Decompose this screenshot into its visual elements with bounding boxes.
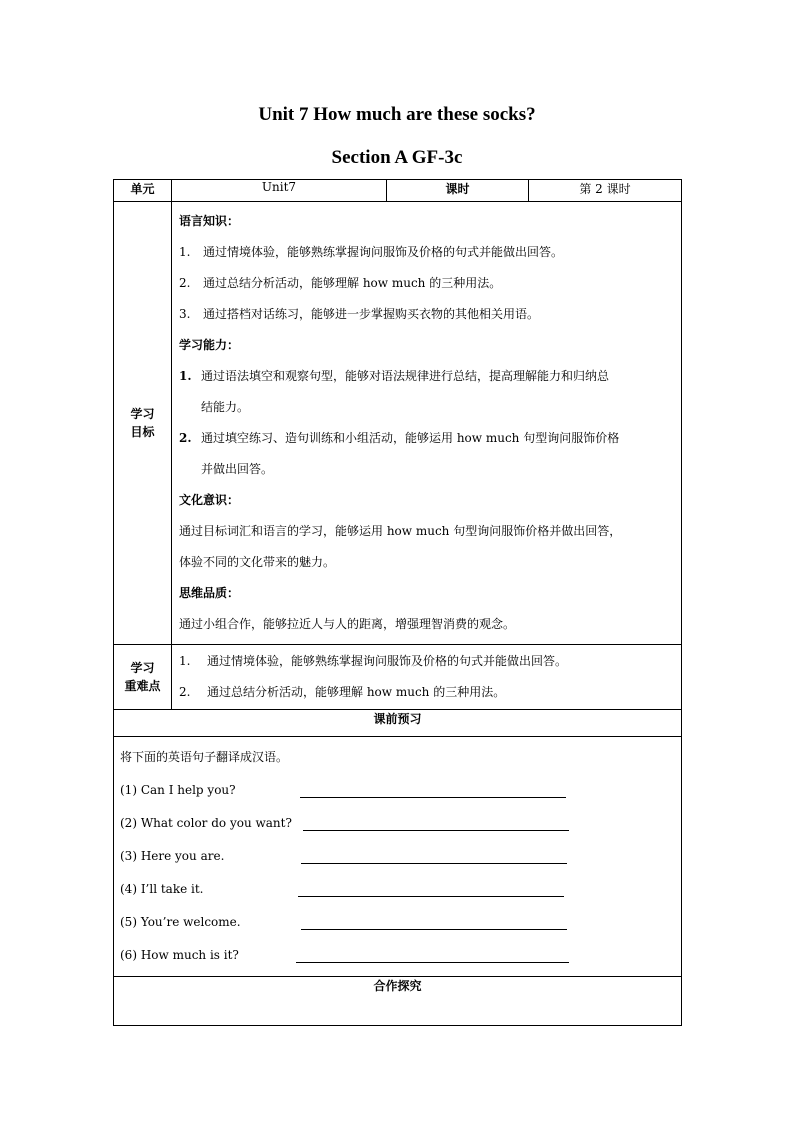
translation-question: (6) How much is it? — [120, 939, 675, 972]
key-points-content — [172, 645, 682, 710]
document-title: Unit 7 How much are these socks? — [258, 104, 536, 125]
header-row — [114, 180, 682, 202]
ability-item: 1. 通过语法填空和观察句型，能够对语法规律进行总结，提高理解能力和归纳总 结能力。 — [179, 369, 610, 414]
preview-title-row — [114, 710, 682, 737]
unit-value: Unit7 — [172, 180, 387, 202]
objectives-label — [114, 202, 172, 645]
culture-heading: 文化意识： — [179, 493, 240, 507]
key-point-item: 2. 通过总结分析活动，能够理解 how much 的三种用法。 — [179, 685, 506, 699]
answer-blank[interactable] — [301, 906, 567, 930]
objectives-label-line1: 学习 — [130, 407, 155, 421]
objectives-label-line2: 目标 — [130, 425, 155, 439]
objectives-content — [172, 202, 682, 645]
ability-item: 2. 通过填空练习、造句训练和小组活动，能够运用 how much 句型询问服饰价格 并做出回答。 — [179, 431, 620, 476]
answer-blank[interactable] — [298, 873, 564, 897]
language-item: 3. 通过搭档对话练习，能够进一步掌握购买衣物的其他相关用语。 — [179, 307, 540, 321]
translation-question: (1) Can I help you? — [120, 774, 675, 807]
preview-row — [114, 737, 682, 977]
thinking-heading: 思维品质： — [179, 586, 240, 600]
language-item: 2. 通过总结分析活动，能够理解 how much 的三种用法。 — [179, 276, 502, 290]
period-value: 第 2 课时 — [529, 180, 682, 202]
lesson-plan-table — [113, 179, 682, 1026]
thinking-text: 通过小组合作，能够拉近人与人的距离，增强理智消费的观念。 — [179, 617, 516, 631]
preview-content — [114, 737, 682, 977]
period-label: 课时 — [387, 180, 529, 202]
answer-blank[interactable] — [296, 939, 569, 963]
preview-instruction: 将下面的英语句子翻译成汉语。 — [120, 750, 289, 764]
key-points-label — [114, 645, 172, 710]
key-points-label-line1: 学习 — [130, 661, 155, 675]
unit-label: 单元 — [114, 180, 172, 202]
key-points-row — [114, 645, 682, 710]
ability-heading: 学习能力： — [179, 338, 240, 352]
objectives-row — [114, 202, 682, 645]
culture-text-line1: 通过目标词汇和语言的学习，能够运用 how much 句型询问服饰价格并做出回答， — [179, 524, 622, 538]
culture-text-line2: 体验不同的文化带来的魅力。 — [179, 555, 336, 569]
cooperation-row — [114, 977, 682, 1026]
preview-section-title: 课前预习 — [114, 710, 682, 737]
key-point-item: 1. 通过情境体验，能够熟练掌握询问服饰及价格的句式并能做出回答。 — [179, 654, 568, 668]
translation-question: (3) Here you are. — [120, 840, 675, 873]
language-heading: 语言知识： — [179, 214, 240, 228]
answer-blank[interactable] — [300, 774, 566, 798]
cooperation-section-title: 合作探究 — [114, 977, 682, 1026]
answer-blank[interactable] — [303, 807, 569, 831]
answer-blank[interactable] — [301, 840, 567, 864]
translation-question: (5) You’re welcome. — [120, 906, 675, 939]
translation-question: (2) What color do you want? — [120, 807, 675, 840]
language-item: 1. 通过情境体验，能够熟练掌握询问服饰及价格的句式并能做出回答。 — [179, 245, 564, 259]
translation-question: (4) I’ll take it. — [120, 873, 675, 906]
key-points-label-line2: 重难点 — [124, 679, 161, 693]
document-subtitle: Section A GF-3c — [331, 147, 463, 168]
